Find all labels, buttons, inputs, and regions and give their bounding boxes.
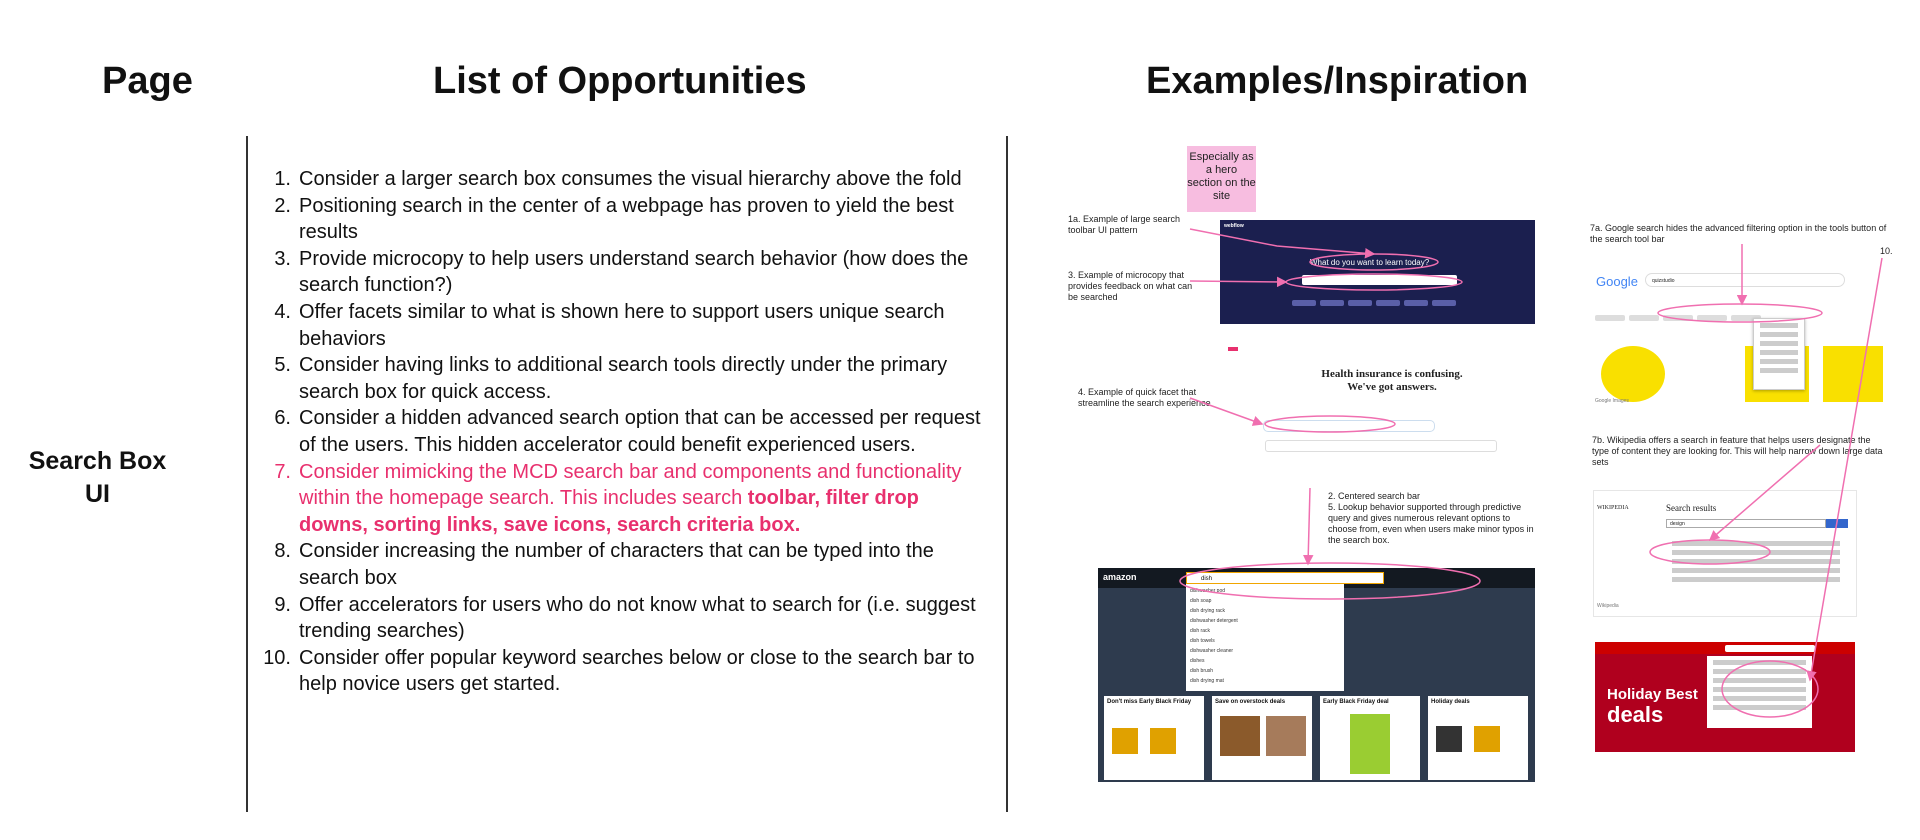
page-section-label-line1: Search Box bbox=[28, 447, 167, 475]
wikipedia-logo: WIKIPEDIA bbox=[1597, 505, 1629, 511]
page-section-label bbox=[10, 445, 185, 511]
caption-3: 3. Example of microcopy that provides feedback on what can be searched bbox=[1068, 270, 1193, 302]
amazon-tile-title: Early Black Friday deal bbox=[1323, 699, 1389, 705]
opportunity-text: Consider increasing the number of characters that can be typed into the search box bbox=[299, 540, 934, 589]
opportunity-text: Consider a hidden advanced search option that can be accessed per request of the users. This hidden accelerator could benefit experienced users. bbox=[299, 407, 981, 456]
opportunity-item bbox=[255, 352, 985, 405]
amazon-suggestion: dishes bbox=[1190, 658, 1205, 664]
google-image-result bbox=[1601, 346, 1665, 402]
amazon-suggestion: dish drying mat bbox=[1190, 678, 1224, 684]
wikipedia-heading: Search results bbox=[1666, 503, 1717, 513]
opportunity-number: 2. bbox=[274, 194, 291, 217]
opportunity-item bbox=[255, 246, 985, 299]
opportunity-text-bold: toolbar, filter drop downs, sorting links, save icons, search criteria box. bbox=[299, 487, 919, 536]
webflow-facet-chips bbox=[1290, 293, 1458, 311]
opportunity-number: 5. bbox=[274, 354, 291, 377]
amazon-tile-title: Holiday deals bbox=[1431, 699, 1470, 705]
health-title-line2: We've got answers. bbox=[1347, 381, 1437, 393]
amazon-suggestion: dish towels bbox=[1190, 638, 1215, 644]
opportunity-item-highlighted bbox=[255, 459, 985, 539]
column-divider-right bbox=[1006, 136, 1008, 812]
opportunity-number: 6. bbox=[274, 407, 291, 430]
caption-1a: 1a. Example of large search toolbar UI pattern bbox=[1068, 214, 1181, 235]
amazon-suggestions bbox=[1186, 584, 1344, 691]
amazon-suggestion: dish brush bbox=[1190, 668, 1214, 674]
annotation-arrow bbox=[1308, 488, 1310, 564]
amazon-suggestion: dish drying rack bbox=[1190, 608, 1226, 614]
google-filter-chip-row bbox=[1593, 308, 1888, 314]
amazon-tile-title: Save on overstock deals bbox=[1215, 699, 1286, 705]
amazon-suggestion: dishwasher cleaner bbox=[1190, 648, 1234, 654]
opportunity-number: 10. bbox=[263, 646, 291, 669]
amazon-search-input: dish bbox=[1186, 572, 1384, 584]
opportunity-item bbox=[255, 592, 985, 645]
opportunity-number: 7. bbox=[274, 460, 291, 483]
amazon-suggestion: dishwasher detergent bbox=[1190, 618, 1238, 624]
opportunity-text: Consider having links to additional search tools directly under the primary search box for quick access. bbox=[299, 354, 948, 403]
opportunity-text: Provide microcopy to help users understand search behavior (how does the search function?) bbox=[299, 247, 969, 297]
caption-4: 4. Example of quick facet that streamline the search experience bbox=[1078, 387, 1211, 408]
target-banner-line1: Holiday Best bbox=[1607, 686, 1698, 703]
opportunity-text: Offer facets similar to what is shown here to support users unique search behaviors bbox=[299, 300, 945, 350]
opportunity-text: Consider a larger search box consumes the visual hierarchy above the fold bbox=[299, 168, 962, 190]
amazon-tile bbox=[1212, 696, 1312, 780]
column-heading-opportunities: List of Opportunities bbox=[433, 60, 807, 102]
google-example-screenshot bbox=[1593, 270, 1888, 408]
opportunity-text: Positioning search in the center of a webpage has proven to yield the best results bbox=[299, 194, 954, 244]
google-tools-dropdown bbox=[1753, 318, 1805, 390]
amazon-tile bbox=[1428, 696, 1528, 780]
opportunity-text: Consider offer popular keyword searches below or close to the search bar to help novice users get started. bbox=[299, 646, 975, 696]
target-banner bbox=[1607, 686, 1698, 727]
opportunity-text: Consider mimicking the MCD search bar and components and functionality within the homepage search. This includes search bbox=[299, 460, 962, 510]
column-divider-left bbox=[246, 136, 248, 812]
caption-2: 2. Centered search bar 5. Lookup behavior supported through predictive query and gives numerous relevant options to choose from, even when users make minor typos in the search box. bbox=[1328, 491, 1534, 545]
amazon-suggestion: dish soap bbox=[1190, 598, 1212, 604]
webflow-logo: webflow bbox=[1224, 223, 1244, 229]
google-image-result bbox=[1823, 346, 1883, 402]
amazon-tile-title: Don't miss Early Black Friday bbox=[1107, 699, 1192, 705]
opportunity-item bbox=[255, 166, 985, 193]
opportunity-number: 3. bbox=[274, 247, 291, 270]
wikipedia-example-screenshot bbox=[1593, 490, 1857, 617]
amazon-example-screenshot bbox=[1098, 568, 1535, 782]
webflow-example-screenshot bbox=[1220, 220, 1535, 324]
wikipedia-search-button bbox=[1826, 519, 1848, 528]
caption-7b: 7b. Wikipedia offers a search in feature that helps users designate the type of content they are looking for. This will help narrow down large data sets bbox=[1592, 435, 1883, 467]
target-banner-line2: deals bbox=[1607, 702, 1664, 727]
health-search-box bbox=[1265, 440, 1497, 452]
google-logo: Google bbox=[1596, 274, 1638, 289]
opportunities-list bbox=[255, 166, 985, 698]
opportunity-item bbox=[255, 645, 985, 698]
health-example-screenshot bbox=[1257, 360, 1527, 460]
opportunity-item bbox=[255, 193, 985, 246]
webflow-question: What do you want to learn today? bbox=[1310, 258, 1430, 267]
wikipedia-footer: Wikipedia bbox=[1597, 603, 1619, 609]
wikipedia-advanced-params bbox=[1666, 537, 1846, 587]
amazon-tile bbox=[1320, 696, 1420, 780]
opportunity-number: 8. bbox=[274, 540, 291, 563]
column-heading-page: Page bbox=[102, 60, 193, 102]
sticky-note: Especially as a hero section on the site bbox=[1187, 146, 1256, 212]
amazon-tile bbox=[1104, 696, 1204, 780]
google-footer: Google Images bbox=[1595, 398, 1629, 404]
column-heading-examples: Examples/Inspiration bbox=[1146, 60, 1529, 102]
target-example-screenshot bbox=[1595, 642, 1855, 752]
wikipedia-search-input: design bbox=[1666, 519, 1826, 528]
page-section-label-line2: UI bbox=[85, 480, 110, 508]
google-search-input: quizstudio bbox=[1645, 273, 1845, 287]
opportunity-number: 9. bbox=[274, 593, 291, 616]
opportunity-number: 1. bbox=[274, 168, 291, 190]
opportunity-item bbox=[255, 299, 985, 352]
webflow-search-box bbox=[1302, 275, 1457, 285]
amazon-suggestion: dishwasher pod bbox=[1190, 588, 1226, 594]
health-facet-row bbox=[1263, 420, 1435, 432]
caption-10: 10. bbox=[1880, 246, 1893, 256]
opportunity-item bbox=[255, 538, 985, 591]
caption-7a: 7a. Google search hides the advanced filtering option in the tools button of the search tool bar bbox=[1590, 223, 1887, 244]
target-search-input bbox=[1725, 645, 1815, 652]
red-marker bbox=[1228, 347, 1238, 351]
amazon-logo: amazon bbox=[1103, 572, 1137, 582]
target-suggestions bbox=[1707, 656, 1812, 728]
amazon-suggestion: dish rack bbox=[1190, 628, 1211, 634]
opportunity-number: 4. bbox=[274, 300, 291, 323]
opportunity-item bbox=[255, 405, 985, 458]
opportunity-text: Offer accelerators for users who do not know what to search for (i.e. suggest trending searches) bbox=[299, 593, 976, 643]
health-title-line1: Health insurance is confusing. bbox=[1321, 368, 1463, 380]
